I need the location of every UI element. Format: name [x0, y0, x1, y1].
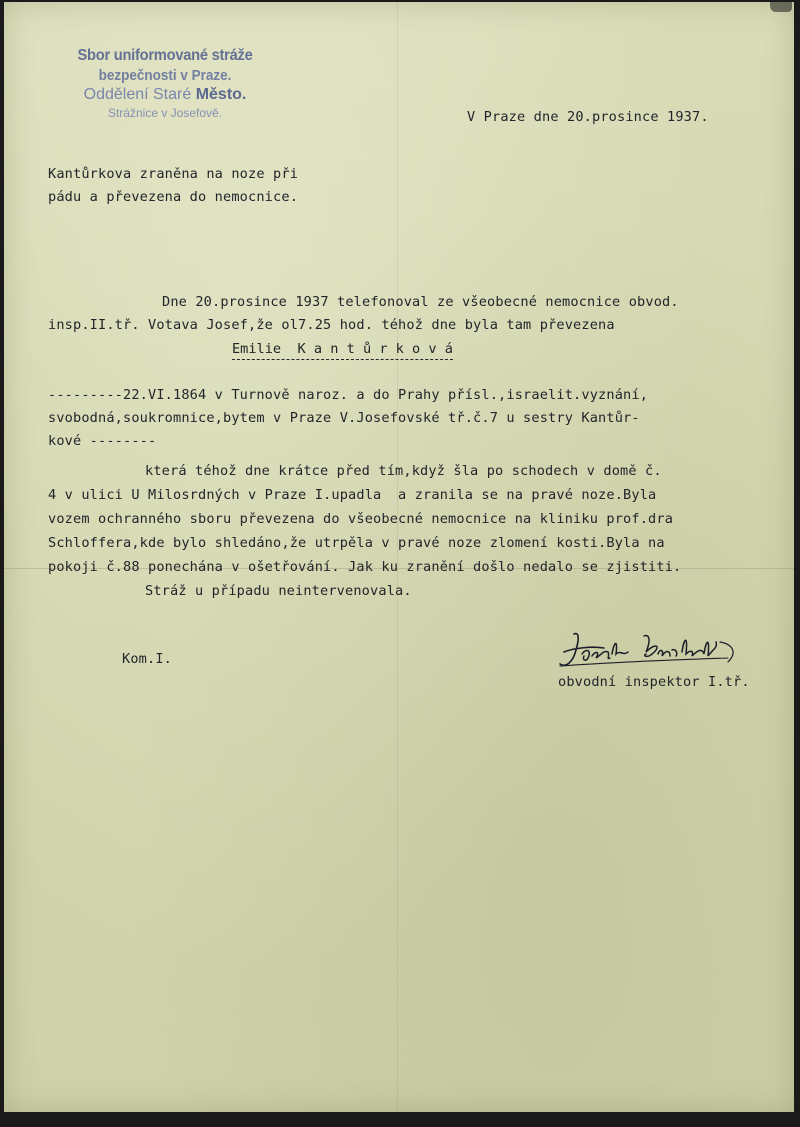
reference-code: Kom.I.	[122, 651, 173, 667]
stamp-line-2: bezpečnosti v Praze.	[98, 67, 232, 84]
date-line: V Praze dne 20.prosince 1937.	[467, 109, 709, 125]
office-stamp	[50, 46, 280, 121]
body-line: Stráž u případu neintervenovala.	[145, 583, 412, 599]
body-line: pokoji č.88 ponechána v ošetřování. Jak ku zranění došlo nedalo se zjistiti.	[48, 559, 682, 575]
stamp-line-3-b: Město.	[195, 86, 247, 103]
stamp-line-1: Sbor uniformované stráže	[77, 47, 253, 64]
paper-fold-vertical	[397, 2, 398, 1112]
subject-line-2: pádu a převezena do nemocnice.	[48, 189, 299, 205]
stamp-line-4: Strážnice v Josefově.	[107, 106, 223, 120]
corner-mark	[770, 2, 792, 12]
body-line: Dne 20.prosince 1937 telefonoval ze všeobecné nemocnice obvod.	[162, 294, 679, 310]
document-page	[4, 2, 794, 1112]
body-line: svobodná,soukromnice,bytem v Praze V.Josefovské tř.č.7 u sestry Kantůr-	[48, 410, 640, 426]
stamp-line-3	[50, 85, 280, 105]
body-line: 4 v ulici U Milosrdných v Praze I.upadla a zranila se na pravé noze.Byla	[48, 487, 657, 503]
signature-title: obvodní inspektor I.tř.	[558, 674, 750, 690]
handwritten-signature	[552, 628, 752, 676]
patient-name: Emilie K a n t ů r k o v á	[232, 340, 453, 360]
stamp-line-3-a: Oddělení Staré	[83, 86, 196, 103]
body-line: Schloffera,kde bylo shledáno,že utrpěla v pravé noze zlomení kosti.Byla na	[48, 535, 665, 551]
subject-line-1: Kantůrkova zraněna na noze při	[48, 166, 299, 182]
body-line: kové --------	[48, 433, 157, 449]
body-line: vozem ochranného sboru převezena do všeobecné nemocnice na kliniku prof.dra	[48, 511, 674, 527]
body-line: insp.II.tř. Votava Josef,že ol7.25 hod. téhož dne byla tam převezena	[48, 317, 615, 333]
body-line: ---------22.VI.1864 v Turnově naroz. a do Prahy přísl.,israelit.vyznání,	[48, 387, 649, 403]
body-line: která téhož dne krátce před tím,když šla po schodech v domě č.	[145, 463, 662, 479]
